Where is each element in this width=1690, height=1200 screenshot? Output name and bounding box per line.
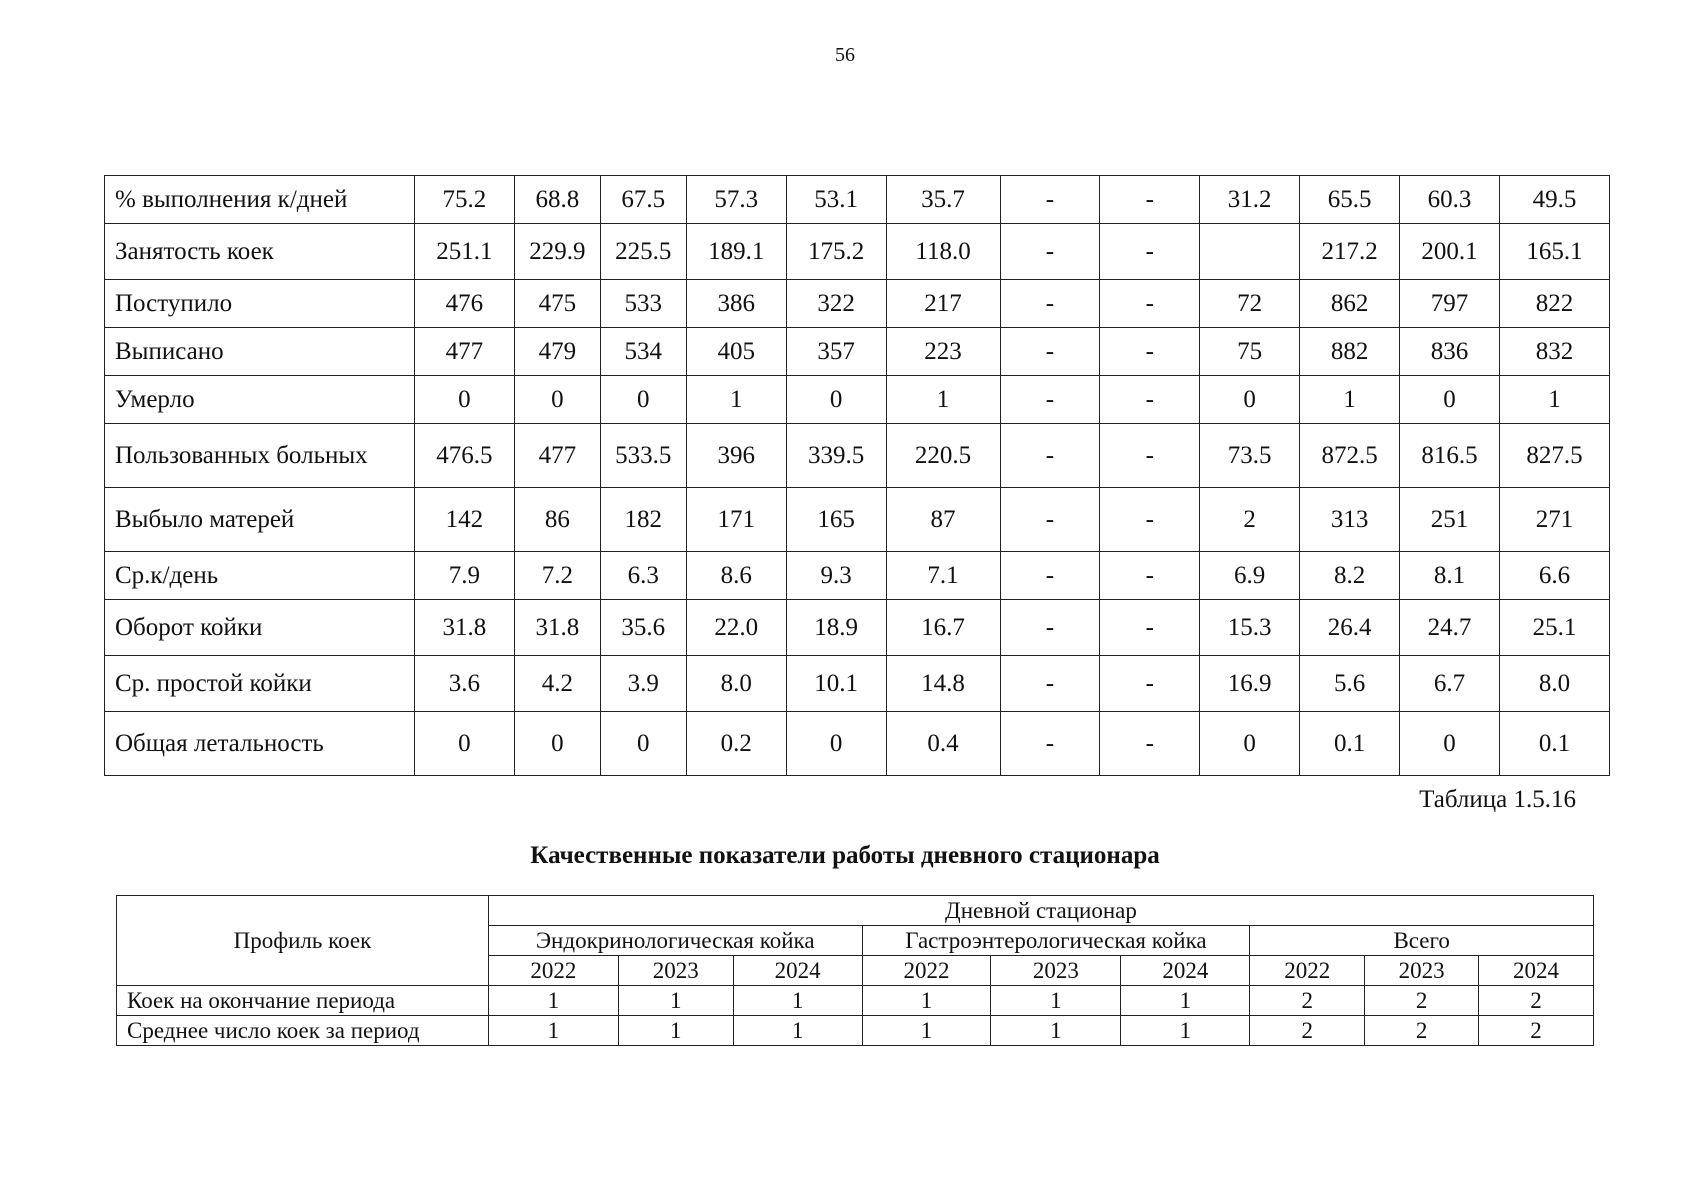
table-cell: 223: [886, 328, 1000, 376]
table-cell: 26.4: [1300, 600, 1400, 656]
table-row: [105, 656, 1610, 712]
row-label: % выполнения к/дней: [105, 176, 415, 224]
table-cell: 479: [514, 328, 600, 376]
table-row: [105, 600, 1610, 656]
table-cell: 8.2: [1300, 552, 1400, 600]
table-cell: 0.2: [686, 712, 786, 776]
year-header: 2023: [618, 956, 733, 986]
table-cell: -: [1100, 176, 1200, 224]
table-cell: 75.2: [414, 176, 514, 224]
table-cell: 827.5: [1499, 424, 1609, 488]
table-cell: 1: [1499, 376, 1609, 424]
table-cell: 8.0: [686, 656, 786, 712]
table-cell: 0: [514, 712, 600, 776]
row-label: Ср.к/день: [105, 552, 415, 600]
table-cell: 182: [600, 488, 686, 552]
table-cell: 35.7: [886, 176, 1000, 224]
row-label: Общая летальность: [105, 712, 415, 776]
table-cell: 0: [1400, 712, 1500, 776]
year-header: 2022: [862, 956, 991, 986]
table-cell: 1: [862, 986, 991, 1016]
table-cell: 8.1: [1400, 552, 1500, 600]
table-cell: 175.2: [786, 224, 886, 280]
table-cell: 75: [1200, 328, 1300, 376]
subgroup-header: Эндокринологическая койка: [488, 926, 862, 956]
table-cell: 475: [514, 280, 600, 328]
table-cell: 4.2: [514, 656, 600, 712]
table-row: [105, 552, 1610, 600]
table-cell: 7.1: [886, 552, 1000, 600]
table-cell: 31.8: [414, 600, 514, 656]
table-cell: 0.1: [1300, 712, 1400, 776]
table-row: [105, 376, 1610, 424]
table-cell: 87: [886, 488, 1000, 552]
table-cell: 217: [886, 280, 1000, 328]
year-header: 2022: [488, 956, 618, 986]
table-cell: 251.1: [414, 224, 514, 280]
table-cell: 68.8: [514, 176, 600, 224]
table-cell: 533.5: [600, 424, 686, 488]
table-cell: -: [1100, 376, 1200, 424]
table-row: [117, 986, 1594, 1016]
table-cell: 3.9: [600, 656, 686, 712]
table-cell: 0: [1400, 376, 1500, 424]
row-label: Пользованных больных: [105, 424, 415, 488]
table-cell: 25.1: [1499, 600, 1609, 656]
table-row: [105, 488, 1610, 552]
table-cell: 6.6: [1499, 552, 1609, 600]
table-cell: 7.9: [414, 552, 514, 600]
table-cell: 6.7: [1400, 656, 1500, 712]
year-header: 2024: [733, 956, 862, 986]
table-cell: 797: [1400, 280, 1500, 328]
table-cell: 1: [862, 1016, 991, 1046]
row-label: Поступило: [105, 280, 415, 328]
group-header: Дневной стационар: [488, 896, 1593, 926]
table-cell: 2: [1365, 986, 1479, 1016]
year-header: 2023: [991, 956, 1121, 986]
subgroup-header: Гастроэнтерологическая койка: [862, 926, 1250, 956]
table-cell: 7.2: [514, 552, 600, 600]
day-hospital-table: [116, 895, 1594, 1046]
table-cell: 65.5: [1300, 176, 1400, 224]
table-cell: 477: [514, 424, 600, 488]
table-cell: 72: [1200, 280, 1300, 328]
table-cell: -: [1000, 656, 1100, 712]
table-cell: -: [1000, 328, 1100, 376]
table-cell: 816.5: [1400, 424, 1500, 488]
table-cell: 1: [1121, 1016, 1250, 1046]
table-cell: -: [1000, 224, 1100, 280]
table-cell: -: [1000, 176, 1100, 224]
table-cell: 225.5: [600, 224, 686, 280]
table-cell: 0: [786, 376, 886, 424]
table-cell: 16.9: [1200, 656, 1300, 712]
table-cell: 872.5: [1300, 424, 1400, 488]
table-cell: 1: [991, 986, 1121, 1016]
table-cell: [1200, 224, 1300, 280]
year-header: 2023: [1365, 956, 1479, 986]
table-cell: 2: [1200, 488, 1300, 552]
table-cell: 1: [1121, 986, 1250, 1016]
table-cell: 0: [414, 376, 514, 424]
table-cell: 6.9: [1200, 552, 1300, 600]
table-cell: -: [1100, 224, 1200, 280]
table-cell: -: [1000, 488, 1100, 552]
table-cell: 862: [1300, 280, 1400, 328]
table-cell: 1: [886, 376, 1000, 424]
table-cell: 6.3: [600, 552, 686, 600]
table-cell: 1: [488, 1016, 618, 1046]
table-cell: 1: [618, 986, 733, 1016]
table-title: Качественные показатели работы дневного стационара: [530, 842, 1160, 869]
table-cell: 9.3: [786, 552, 886, 600]
table-cell: 2: [1365, 1016, 1479, 1046]
table-cell: 1: [733, 1016, 862, 1046]
table-cell: 322: [786, 280, 886, 328]
table-cell: -: [1000, 280, 1100, 328]
table-cell: -: [1000, 712, 1100, 776]
table-cell: 24.7: [1400, 600, 1500, 656]
row-label: Выбыло матерей: [105, 488, 415, 552]
table-cell: 2: [1479, 1016, 1594, 1046]
table-cell: 15.3: [1200, 600, 1300, 656]
row-label: Умерло: [105, 376, 415, 424]
table-cell: 405: [686, 328, 786, 376]
table-row: [105, 280, 1610, 328]
table-cell: 86: [514, 488, 600, 552]
table-cell: 220.5: [886, 424, 1000, 488]
year-header: 2024: [1479, 956, 1594, 986]
row-label: Ср. простой койки: [105, 656, 415, 712]
table-cell: 18.9: [786, 600, 886, 656]
table-cell: 10.1: [786, 656, 886, 712]
table-cell: 31.2: [1200, 176, 1300, 224]
table-cell: 60.3: [1400, 176, 1500, 224]
table-cell: 200.1: [1400, 224, 1500, 280]
table-cell: 229.9: [514, 224, 600, 280]
table-cell: 882: [1300, 328, 1400, 376]
table-cell: 73.5: [1200, 424, 1300, 488]
table-cell: 8.0: [1499, 656, 1609, 712]
table-row: [105, 224, 1610, 280]
table-cell: 251: [1400, 488, 1500, 552]
table-cell: 533: [600, 280, 686, 328]
table-cell: 339.5: [786, 424, 886, 488]
table-cell: 0: [414, 712, 514, 776]
table-cell: 836: [1400, 328, 1500, 376]
table-cell: 1: [733, 986, 862, 1016]
table-cell: -: [1000, 424, 1100, 488]
table-cell: 0: [600, 712, 686, 776]
table-cell: 8.6: [686, 552, 786, 600]
subgroup-header: Всего: [1250, 926, 1594, 956]
table-cell: 313: [1300, 488, 1400, 552]
table-cell: 22.0: [686, 600, 786, 656]
table-cell: 2: [1250, 986, 1365, 1016]
table-cell: 16.7: [886, 600, 1000, 656]
row-label: Занятость коек: [105, 224, 415, 280]
table-cell: -: [1100, 600, 1200, 656]
table-cell: 165.1: [1499, 224, 1609, 280]
table-cell: 3.6: [414, 656, 514, 712]
table-row: [105, 176, 1610, 224]
table-cell: 1: [991, 1016, 1121, 1046]
table-cell: 832: [1499, 328, 1609, 376]
table-cell: 386: [686, 280, 786, 328]
table-cell: 171: [686, 488, 786, 552]
table-row: [105, 712, 1610, 776]
table-cell: -: [1100, 424, 1200, 488]
table-caption: Таблица 1.5.16: [1419, 786, 1576, 813]
table-cell: 57.3: [686, 176, 786, 224]
table-cell: 476: [414, 280, 514, 328]
table-cell: 5.6: [1300, 656, 1400, 712]
table-cell: 31.8: [514, 600, 600, 656]
table-cell: 0.4: [886, 712, 1000, 776]
table-cell: -: [1100, 488, 1200, 552]
table-cell: 165: [786, 488, 886, 552]
table-cell: 49.5: [1499, 176, 1609, 224]
year-header: 2024: [1121, 956, 1250, 986]
table-row: [117, 1016, 1594, 1046]
table-cell: 14.8: [886, 656, 1000, 712]
table-cell: -: [1100, 656, 1200, 712]
page-number: 56: [835, 44, 855, 66]
table-cell: 822: [1499, 280, 1609, 328]
table-cell: -: [1000, 600, 1100, 656]
row-label: Коек на окончание периода: [117, 986, 489, 1016]
table-cell: 2: [1250, 1016, 1365, 1046]
bed-stats-table: [104, 175, 1610, 776]
table-cell: -: [1100, 552, 1200, 600]
year-header: 2022: [1250, 956, 1365, 986]
table-cell: 53.1: [786, 176, 886, 224]
table-cell: 534: [600, 328, 686, 376]
table-cell: 477: [414, 328, 514, 376]
table-cell: -: [1100, 280, 1200, 328]
table-cell: 271: [1499, 488, 1609, 552]
table-cell: 0.1: [1499, 712, 1609, 776]
table-cell: 0: [1200, 376, 1300, 424]
table-cell: 0: [514, 376, 600, 424]
table-cell: 0: [600, 376, 686, 424]
table-cell: -: [1100, 328, 1200, 376]
row-label: Оборот койки: [105, 600, 415, 656]
table-cell: 1: [1300, 376, 1400, 424]
table-cell: -: [1100, 712, 1200, 776]
table-cell: 1: [686, 376, 786, 424]
table-cell: 1: [488, 986, 618, 1016]
table-cell: 67.5: [600, 176, 686, 224]
table-cell: 217.2: [1300, 224, 1400, 280]
table-cell: 396: [686, 424, 786, 488]
table-cell: 35.6: [600, 600, 686, 656]
row-label: Среднее число коек за период: [117, 1016, 489, 1046]
table-cell: 118.0: [886, 224, 1000, 280]
table-cell: 2: [1479, 986, 1594, 1016]
row-label: Выписано: [105, 328, 415, 376]
table-row: [105, 424, 1610, 488]
profile-header: Профиль коек: [117, 896, 489, 986]
table-cell: 0: [786, 712, 886, 776]
table-cell: 357: [786, 328, 886, 376]
table-cell: 476.5: [414, 424, 514, 488]
table-cell: -: [1000, 376, 1100, 424]
table-row: [105, 328, 1610, 376]
table-cell: -: [1000, 552, 1100, 600]
table-cell: 189.1: [686, 224, 786, 280]
table-cell: 142: [414, 488, 514, 552]
table-cell: 0: [1200, 712, 1300, 776]
table-cell: 1: [618, 1016, 733, 1046]
